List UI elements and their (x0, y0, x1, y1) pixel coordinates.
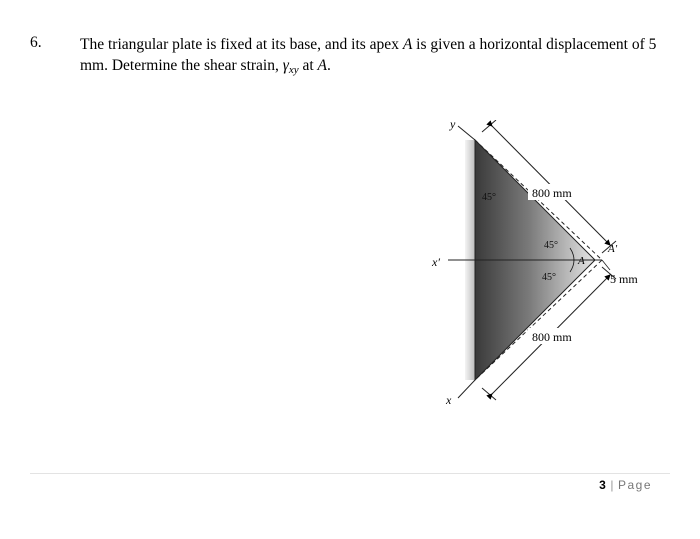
point-a-prime-label: A′ (608, 243, 618, 255)
y-axis-label: y (450, 120, 456, 131)
angle-apex-upper-label: 45° (544, 240, 558, 251)
statement-end: . (327, 57, 331, 74)
triangular-plate-figure (420, 120, 660, 420)
statement-part-1: The triangular plate is fixed at its base, and its apex (80, 36, 403, 53)
x-axis (458, 380, 475, 398)
x-prime-label: x′ (432, 255, 440, 269)
point-a-label: A (578, 255, 585, 267)
statement-part-3: at (298, 57, 318, 74)
lower-dimension-label: 800 mm (532, 330, 572, 344)
upper-dimension-label: 800 mm (532, 186, 572, 200)
x-axis-label: x (446, 393, 452, 407)
problem-number: 6. (30, 34, 42, 51)
upper-dim-extension-1 (482, 120, 496, 132)
page-word: Page (617, 478, 652, 492)
page-footer (599, 478, 652, 492)
y-axis (458, 126, 475, 140)
angle-apex-lower-label: 45° (542, 272, 556, 283)
statement-part-2: is given a horizontal displacement of 5 mm. Determine the shear strain, (80, 36, 657, 74)
point-symbol: A (317, 57, 328, 74)
angle-top-label: 45° (482, 192, 496, 203)
problem-statement (80, 34, 670, 81)
displacement-label: 5 mm (610, 272, 638, 286)
page-number: 3 (599, 478, 607, 492)
page-separator: | (610, 478, 614, 492)
strain-symbol: γ (282, 57, 289, 74)
strain-subscript: xy (288, 64, 299, 76)
lower-dim-extension-1 (482, 388, 496, 400)
footer-divider (30, 473, 670, 474)
apex-symbol: A (402, 36, 413, 53)
